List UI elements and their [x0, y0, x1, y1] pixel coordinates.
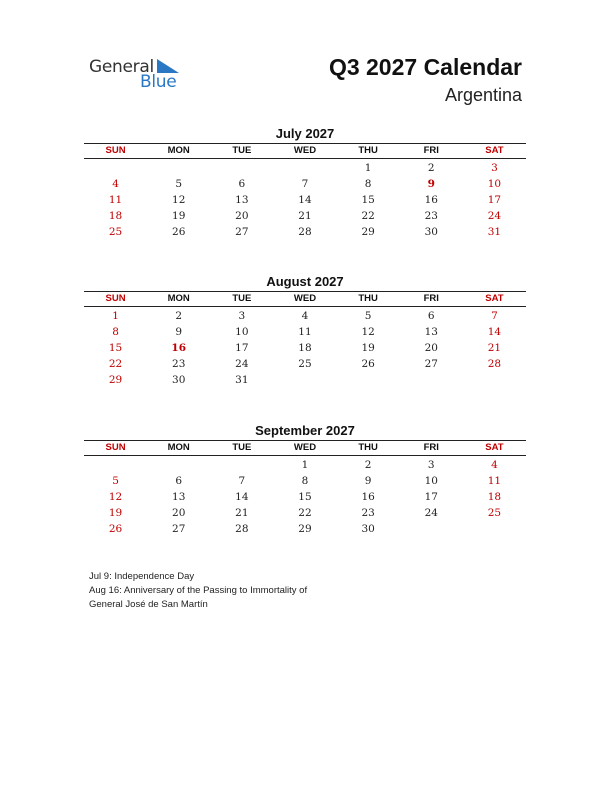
- day-cell: 29: [108, 374, 123, 386]
- weekday-header-sat: SAT: [485, 145, 504, 156]
- weekday-header-wed: WED: [293, 293, 317, 304]
- day-cell: 26: [172, 226, 186, 238]
- day-cell: 19: [108, 507, 123, 519]
- holiday-note: General José de San Martín: [89, 599, 208, 610]
- weekday-header-sun: SUN: [105, 145, 126, 156]
- month-calendar-july: [84, 125, 526, 240]
- holiday-note: Aug 16: Anniversary of the Passing to Immortality of: [89, 585, 308, 596]
- day-cell: 14: [298, 194, 312, 206]
- day-cell: 27: [235, 226, 249, 238]
- day-cell: 3: [427, 459, 435, 471]
- month-title: August 2027: [266, 274, 344, 289]
- day-cell: 23: [172, 358, 186, 370]
- day-cell: 15: [108, 342, 123, 354]
- holiday-list: [89, 570, 389, 612]
- day-cell: 18: [487, 491, 502, 503]
- weekday-header-wed: WED: [293, 442, 317, 453]
- day-cell: 11: [487, 475, 502, 487]
- day-cell: 31: [487, 226, 502, 238]
- day-cell: 10: [487, 178, 502, 190]
- days-grid: [84, 456, 526, 537]
- day-cell: 23: [424, 210, 438, 222]
- day-cell: 18: [108, 210, 123, 222]
- weekday-header-mon: MON: [167, 442, 190, 453]
- day-cell: 8: [301, 475, 309, 487]
- day-cell: 30: [361, 523, 375, 535]
- day-cell: 28: [235, 523, 249, 535]
- day-cell: 7: [491, 310, 498, 322]
- day-cell: 30: [424, 226, 438, 238]
- day-cell: 28: [298, 226, 312, 238]
- weekday-header-mon: MON: [167, 293, 190, 304]
- country-subtitle: Argentina: [444, 85, 522, 105]
- month-title: September 2027: [255, 423, 355, 438]
- empty-day-cell: [147, 457, 210, 473]
- logo-text-blue: Blue: [140, 72, 177, 92]
- day-cell: 4: [301, 310, 309, 322]
- day-cell: 3: [491, 162, 498, 174]
- day-cell: 20: [172, 507, 186, 519]
- month-grid: [84, 291, 526, 388]
- day-cell: 9: [175, 326, 183, 338]
- day-cell: 6: [427, 310, 435, 322]
- day-cell: 5: [112, 475, 119, 487]
- day-cell: 15: [298, 491, 312, 503]
- day-cell: 23: [361, 507, 375, 519]
- day-cell: 24: [487, 210, 502, 222]
- weekday-header-thu: THU: [358, 293, 378, 304]
- day-cell: 17: [487, 194, 502, 206]
- day-cell: 29: [298, 523, 312, 535]
- day-cell: 22: [361, 210, 375, 222]
- holiday-note: Jul 9: Independence Day: [89, 571, 195, 582]
- day-cell: 2: [175, 310, 183, 322]
- day-cell: 10: [235, 326, 249, 338]
- day-cell: 12: [172, 194, 186, 206]
- day-cell: 5: [175, 178, 183, 190]
- day-cell: 12: [108, 491, 123, 503]
- day-cell: 16: [424, 194, 438, 206]
- generalblue-logo: [89, 57, 189, 93]
- day-cell: 17: [424, 491, 438, 503]
- logo-flag-icon: [157, 59, 179, 73]
- empty-day-cell: [210, 457, 273, 473]
- day-cell: 18: [298, 342, 312, 354]
- day-cell: 15: [361, 194, 375, 206]
- day-cell: 28: [487, 358, 502, 370]
- day-cell: 12: [361, 326, 375, 338]
- weekday-header-tue: TUE: [232, 145, 252, 156]
- weekday-header-sun: SUN: [105, 442, 126, 453]
- day-cell: 13: [235, 194, 249, 206]
- day-cell: 5: [364, 310, 372, 322]
- weekday-header-fri: FRI: [423, 145, 439, 156]
- month-grid: [84, 143, 526, 240]
- weekday-header-row: [84, 441, 526, 456]
- month-title: July 2027: [275, 126, 335, 141]
- day-cell: 24: [235, 358, 249, 370]
- day-cell: 20: [235, 210, 249, 222]
- day-cell: 14: [487, 326, 502, 338]
- day-cell: 21: [487, 342, 502, 354]
- day-cell: 21: [298, 210, 312, 222]
- day-cell: 10: [424, 475, 438, 487]
- day-cell: 27: [424, 358, 438, 370]
- day-cell: 4: [112, 178, 119, 190]
- days-grid: [84, 307, 526, 388]
- day-cell: 1: [301, 459, 309, 471]
- day-cell: 29: [361, 226, 375, 238]
- day-cell: 31: [235, 374, 249, 386]
- weekday-header-thu: THU: [358, 442, 378, 453]
- page-title: Q3 2027 Calendar: [328, 54, 522, 80]
- weekday-header-wed: WED: [293, 145, 317, 156]
- day-cell: 9: [364, 475, 372, 487]
- day-cell: 1: [112, 310, 119, 322]
- day-cell: 19: [361, 342, 375, 354]
- days-grid: [84, 159, 526, 240]
- weekday-header-thu: THU: [358, 145, 378, 156]
- day-cell: 25: [298, 358, 312, 370]
- day-cell: 25: [487, 507, 502, 519]
- weekday-header-mon: MON: [167, 145, 190, 156]
- empty-day-cell: [210, 160, 273, 176]
- weekday-header-fri: FRI: [423, 442, 439, 453]
- day-cell: 20: [424, 342, 438, 354]
- holiday-day-cell: 16: [171, 342, 187, 354]
- day-cell: 4: [491, 459, 498, 471]
- day-cell: 25: [108, 226, 123, 238]
- day-cell: 22: [298, 507, 312, 519]
- month-grid: [84, 440, 526, 537]
- weekday-header-sat: SAT: [485, 293, 504, 304]
- day-cell: 2: [364, 459, 372, 471]
- day-cell: 13: [424, 326, 438, 338]
- day-cell: 11: [298, 326, 312, 338]
- day-cell: 2: [427, 162, 435, 174]
- day-cell: 16: [361, 491, 375, 503]
- day-cell: 27: [172, 523, 186, 535]
- day-cell: 8: [364, 178, 372, 190]
- day-cell: 1: [364, 162, 372, 174]
- weekday-header-row: [84, 292, 526, 307]
- day-cell: 14: [235, 491, 249, 503]
- weekday-header-row: [84, 144, 526, 159]
- empty-day-cell: [84, 160, 147, 176]
- day-cell: 24: [424, 507, 438, 519]
- day-cell: 17: [235, 342, 249, 354]
- weekday-header-tue: TUE: [232, 442, 252, 453]
- month-calendar-september: [84, 422, 526, 537]
- day-cell: 26: [361, 358, 375, 370]
- day-cell: 7: [301, 178, 309, 190]
- weekday-header-tue: TUE: [232, 293, 252, 304]
- empty-day-cell: [84, 457, 147, 473]
- day-cell: 26: [108, 523, 123, 535]
- day-cell: 6: [175, 475, 183, 487]
- weekday-header-sun: SUN: [105, 293, 126, 304]
- day-cell: 13: [172, 491, 186, 503]
- empty-day-cell: [147, 160, 210, 176]
- day-cell: 30: [172, 374, 186, 386]
- month-calendar-august: [84, 273, 526, 388]
- weekday-header-sat: SAT: [485, 442, 504, 453]
- day-cell: 6: [238, 178, 246, 190]
- empty-day-cell: [273, 160, 336, 176]
- day-cell: 7: [238, 475, 246, 487]
- holiday-day-cell: 9: [427, 178, 435, 190]
- day-cell: 21: [235, 507, 249, 519]
- day-cell: 3: [238, 310, 246, 322]
- day-cell: 22: [108, 358, 123, 370]
- day-cell: 11: [108, 194, 123, 206]
- day-cell: 19: [172, 210, 186, 222]
- logo-text-general: General: [89, 57, 154, 77]
- day-cell: 8: [112, 326, 119, 338]
- weekday-header-fri: FRI: [423, 293, 439, 304]
